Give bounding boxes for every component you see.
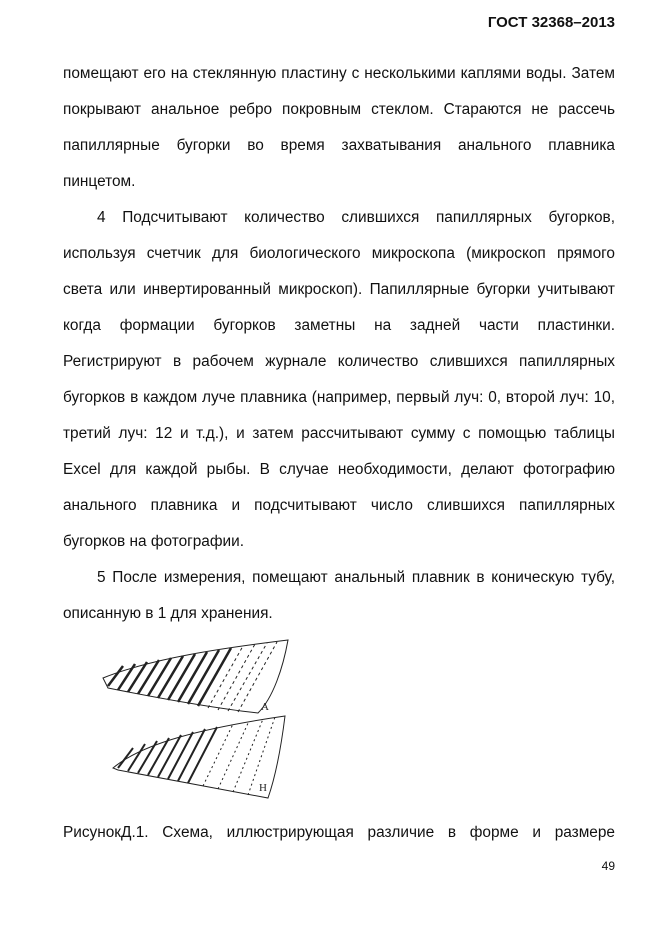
- document-header: ГОСТ 32368–2013: [487, 14, 615, 31]
- fin-illustration: [63, 628, 303, 808]
- body-text: [63, 56, 615, 632]
- page-number: 49: [601, 859, 615, 873]
- paragraph-continuation: помещают его на стеклянную пластину с несколькими каплями воды. Затем покрывают анальное ребро покровным стеклом. Стараются не рассечь папиллярные бугорки во время захватывания анального плавника пинцетом.: [63, 65, 615, 190]
- fin-a-label: А: [261, 701, 269, 713]
- paragraph-step-4: 4 Подсчитывают количество слившихся папиллярных бугорков, используя счетчик для биологического микроскопа (микроскоп прямого света или инвертированный микроскоп). Папиллярные бугорки учитывают когда формации бугорков заметны на задней части пластинки. Регистрируют в рабочем журнале количество слившихся папиллярных бугорков в каждом луче плавника (например, первый луч: 0, второй луч: 10, третий луч: 12 и т.д.), и затем рассчитывают сумму с помощью таблицы Excel для каждой рыбы. В случае необходимости, делают фотографию анального плавника и подсчитывают число слившихся папиллярных бугорков на фотографии.: [63, 209, 615, 550]
- fin-figure: [63, 628, 303, 808]
- fin-b-label: Н: [259, 782, 267, 794]
- figure-caption: РисунокД.1. Схема, иллюстрирующая различие в форме и размере: [63, 824, 615, 841]
- paragraph-step-5: 5 После измерения, помещают анальный плавник в коническую тубу, описанную в 1 для хранения.: [63, 569, 615, 622]
